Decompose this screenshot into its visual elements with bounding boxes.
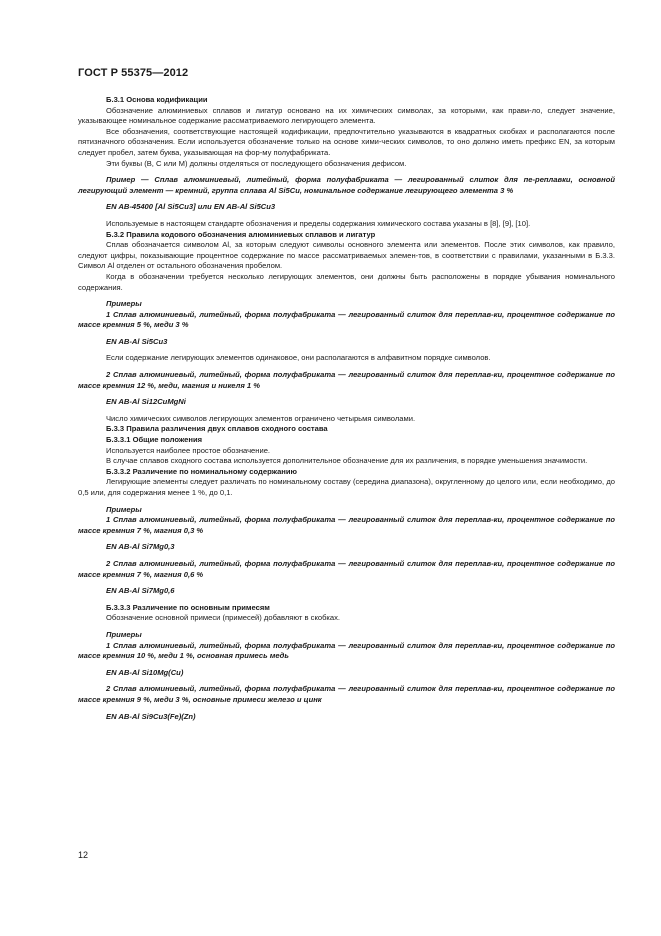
section-heading: Б.3.3.2 Различение по номинальному содержанию [106,466,298,476]
alloy-designation: EN AB-Al Si5Cu3 [106,336,168,346]
example-text: Пример — Сплав алюминиевый, литейный, форма полуфабриката — легированный слиток для пе-реплавки, основной легирующий элемент — кремний, группа сплава Al Si5Cu, номинальное содержание легирующего элемента 3 % [78,175,615,195]
paragraph: Обозначение алюминиевых сплавов и лигатур основано на их химических символах, за которыми, как прави-ло, следует значение, указывающее номинальное содержание рассматриваемого легирующего элемента. [78,105,615,126]
paragraph: Обозначение основной примеси (примесей) добавляют в скобках. [106,613,341,623]
paragraph: Сплав обозначается символом Al, за которым следуют символы основного элемента или элементов. После этих символов, как правило, следуют цифры, показывающие процентное содержание по массе рассматриваемых элемен-тов, в соответствии с правилами, указанными в Б.3.3. Символ Al отделен от остального обозначения пробелом. [78,240,615,271]
section-heading: Б.3.2 Правила кодового обозначения алюминиевых сплавов и лигатур [106,229,376,239]
paragraph: Используемые в настоящем стандарте обозначения и пределы содержания химического состава указаны в [8], [9], [10]. [106,218,531,228]
example-text: Примеры [106,299,142,309]
section-heading: Б.3.3 Правила различения двух сплавов сходного состава [106,424,328,434]
example-text: Примеры [106,629,142,639]
section-heading: Б.3.1 Основа кодификации [106,95,208,104]
example-text: 1 Сплав алюминиевый, литейный, форма полуфабриката — легированный слиток для переплав-ки, процентное содержание по массе кремния 10 %, меди 1 %, основная примесь медь [78,640,615,661]
example-text: Примеры [106,504,142,514]
document-body [78,95,615,722]
example-text: 1 Сплав алюминиевый, литейный, форма полуфабриката — легированный слиток для переплав-ки, процентное содержание по массе кремния 5 %, меди 3 % [78,309,615,330]
section-heading: Б.3.3.3 Различение по основным примесям [106,602,270,612]
paragraph: Все обозначения, соответствующие настоящей кодификации, предпочтительно указываются в квадратных скобках и располагаются после пятизначного обозначения. Если используется обозначение только на основе хими-ческих символов, то оно должно иметь префикс EN, за которым следует пробел, затем буква, указывающая на фор-му полуфабриката. [78,126,615,157]
paragraph: Эти буквы (B, C или M) должны отделяться от последующего обозначения дефисом. [106,158,407,168]
alloy-designation: EN AB-Al Si10Mg(Cu) [106,667,184,677]
example-text: 2 Сплав алюминиевый, литейный, форма полуфабриката — легированный слиток для переплав-ки, процентное содержание по массе кремния 12 %, меди, магния и никеля 1 % [78,370,615,390]
alloy-designation: EN AB-Al Si7Mg0,6 [106,586,175,596]
document-header-title: ГОСТ Р 55375—2012 [78,67,189,79]
paragraph: Используется наиболее простое обозначение. [106,445,271,455]
paragraph: Если содержание легирующих элементов одинаковое, они располагаются в алфавитном порядке символов. [106,353,491,363]
paragraph: Когда в обозначении требуется несколько легирующих элементов, они должны быть расположены в порядке убывания номинального содержания. [78,271,615,292]
paragraph: Число химических символов легирующих элементов ограничено четырьмя символами. [106,413,416,423]
example-text: 2 Сплав алюминиевый, литейный, форма полуфабриката — легированный слиток для переплав-ки, процентное содержание по массе кремния 9 %, меди 3 %, основные примеси железо и цинк [78,684,615,704]
paragraph: Легирующие элементы следует различать по номинальному составу (середина диапазона), округленному до целого или, если необходимо, до 0,5 или, для содержания менее 1 %, до 0,1. [78,477,615,497]
section-heading: Б.3.3.1 Общие положения [106,435,203,445]
page-number: 12 [78,850,89,860]
example-text: 2 Сплав алюминиевый, литейный, форма полуфабриката — легированный слиток для переплав-ки, процентное содержание по массе кремния 7 %, магния 0,6 % [78,558,615,579]
alloy-designation: EN AB-45400 [Al Si5Cu3] или EN AB-Al Si5Cu3 [106,202,276,212]
paragraph: В случае сплавов сходного состава используется дополнительное обозначение для их различения, в порядке уменьшения значимости. [106,456,588,466]
example-text: 1 Сплав алюминиевый, литейный, форма полуфабриката — легированный слиток для переплав-ки, процентное содержание по массе кремния 7 %, магния 0,3 % [78,515,615,535]
alloy-designation: EN AB-Al Si12CuMgNi [106,397,186,407]
alloy-designation: EN AB-Al Si9Cu3(Fe)(Zn) [106,711,196,721]
alloy-designation: EN AB-Al Si7Mg0,3 [106,542,175,552]
